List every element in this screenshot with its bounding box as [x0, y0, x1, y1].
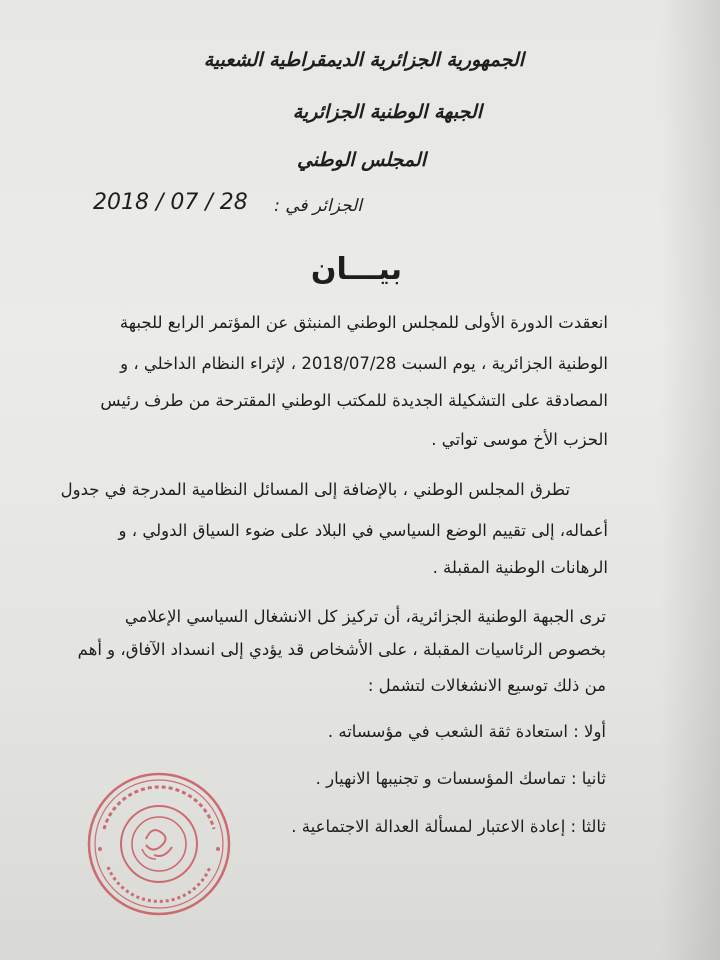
document-title: بيـــان — [310, 252, 402, 287]
paragraph-1-line-1: انعقدت الدورة الأولى للمجلس الوطني المنبثق عن المؤتمر الرابع للجبهة — [119, 313, 608, 332]
header-republic: الجمهورية الجزائرية الديمقراطية الشعبية — [203, 49, 524, 71]
paragraph-1-line-3: المصادقة على التشكيلة الجديدة للمكتب الوطني المقترحة من طرف رئيس — [100, 391, 608, 410]
paragraph-2-line-3: الرهانات الوطنية المقبلة . — [432, 558, 608, 577]
paragraph-3-line-2: بخصوص الرئاسيات المقبلة ، على الأشخاص قد يؤدي إلى انسداد الآفاق، و أهم — [77, 640, 606, 659]
date-label: الجزائر في : — [274, 196, 362, 216]
list-item-third: ثالثا : إعادة الاعتبار لمسألة العدالة الاجتماعية . — [291, 817, 606, 836]
list-item-second: ثانيا : تماسك المؤسسات و تجنيبها الانهيار . — [315, 769, 606, 788]
paragraph-3-line-3: من ذلك توسيع الانشغالات لتشمل : — [367, 676, 606, 695]
paragraph-1-line-2: الوطنية الجزائرية ، يوم السبت 2018/07/28 ، لإثراء النظام الداخلي ، و — [120, 354, 608, 373]
paragraph-2-line-2: أعماله، إلى تقييم الوضع السياسي في البلاد على ضوء السياق الدولي ، و — [118, 521, 608, 540]
date-value: 2018 / 07 / 28 — [93, 190, 248, 215]
paragraph-1-line-4: الحزب الأخ موسى تواتي . — [431, 430, 608, 449]
official-seal-stamp — [84, 769, 234, 919]
list-item-first: أولا : استعادة ثقة الشعب في مؤسساته . — [327, 722, 606, 741]
paragraph-3-line-1: ترى الجبهة الوطنية الجزائرية، أن تركيز كل الانشغال السياسي الإعلامي — [124, 607, 606, 626]
header-council: المجلس الوطني — [296, 149, 426, 171]
header-party: الجبهة الوطنية الجزائرية — [292, 101, 482, 123]
paragraph-2-line-1: تطرق المجلس الوطني ، بالإضافة إلى المسائل النظامية المدرجة في جدول — [60, 480, 570, 499]
